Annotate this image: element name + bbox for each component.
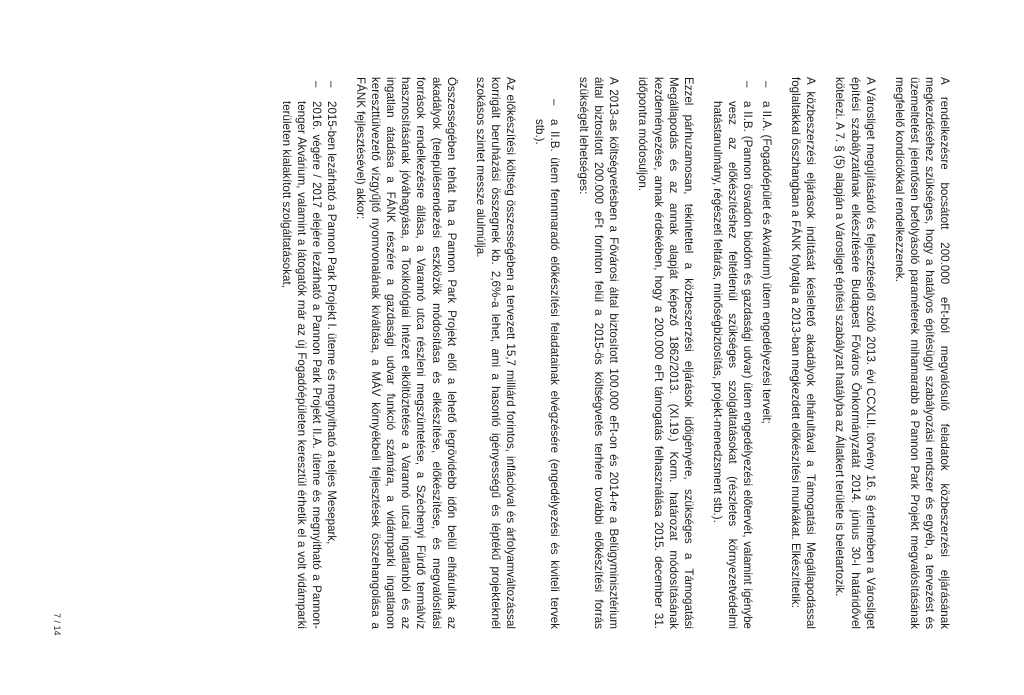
- list-remaining-tasks: [532, 77, 562, 629]
- list-item: – 2015-ben lezárható a Pannon Park Projekt I. üteme és megnyitható a teljes Mesepark,: [324, 77, 339, 629]
- list-construction-plans: [710, 77, 774, 629]
- paragraph-6: Az előkészítési költség összességében a tervezett 15,7 milliárd forintos, inflációval és árfolyamváltozással korrigált beruházási összegnek kb. 2,6%-a lehet, ami a hasonló igényességű és léptékű projekteknél szokásos szintet messze alulmúlja.: [473, 77, 517, 629]
- list-outcomes: [279, 77, 339, 629]
- paragraph-7: Összességében tehát ha a Pannon Park Projekt elől a lehető legrövidebb időn belül elhárulnak az akadályok (településrendezési eszközök módosítása és elkészítése, előkészítése, és megvalósítási források rendelkezésre állása, a Varannó utca részleni megszüntetése, a Széchenyi Fürdő termálvíz hasznosításának jóváhagyása, a Toxikológiai Intézet elköltöztetése a Varannó utcai ingatlanból és az ingatlan átadása a FÁNK részére a gazdasági udvar funkció számára, a vidámparki ingatlanon kereszttülvezető vízgyűjtő nyomvonalának kiváltása, a MÁV környékbeli fejlesztések összehangolása a FÁNK fejlesztésével) akkor:: [354, 77, 458, 629]
- list-item: – a II.B. ütem fennmaradó előkészítési feladatainak elvégzésére (engedélyezési és kiviteli tervek stb.).: [532, 77, 562, 629]
- list-item: – a II.B. (Pannon ösvadon biodóm és gazdasági udvar) ütem engedélyezési előtervét, valamint igénybe vesz az előkészítéshez feltétlenül szükséges szolgáltatásokat (részletes környezetvédelmi hatástanulmány, régészeti feltárás, minőségbiztosítás, projekt-menedzsment stb.).: [710, 77, 755, 629]
- list-item: – a II.A. (Fogadóépület és Akvárium) ütem engedélyezési terveit;: [759, 77, 774, 629]
- page-number: 7 / 14: [52, 613, 62, 636]
- paragraph-1: A rendelkezésre bocsátott 200.000 eFt-ból megvalósuló feladatok közbeszerzési eljárásának megkezdéséhez szükséges, hogy a hatályos építésügyi szabályozási rendszer és egyéb, a tervezést és üzemeltetést jelentősen befolyásoló paraméterek mihamarabb a Pannon Park Projekt megvalósításának megfelelő kondíciókkal rendelkezzenek.: [892, 77, 951, 629]
- paragraph-2: A Városliget megújításáról és fejlesztéséről szóló 2013. évi CCXLII. törvény 16. § értelmében a Városliget építési szabályzatának elkészítésére Budapest Főváros Önkormányzatát 2014. június 30-i határidővel kötelezi. A 7. § (5) alapján a Városliget építési szabályzat hatályba az Állatkert területe is beletartozik.: [833, 77, 877, 629]
- paragraph-5: A 2013-as költségvetésben a Fővárosi által biztosított 100.000 eFt-on és 2014-re a Belügyminisztérium által biztosított 200.000 eFt forinton felül a 2015-ös költségvetés terhére további előkészítési forrás szükségelt lehetséges:: [577, 77, 621, 629]
- paragraph-4: Ezzel párhuzamosan, tekintettel a közbeszerzési eljárások időigényére, szükséges a Támogatási Megállapodás és az annak alapját képező 1862/2013. (XI.19.) Korm. határozat módosításának kezdeményezése, annak érdekében, hogy a 200.000 eFt támogatás felhasználása 2015. december 31. időpontra módosuljon.: [636, 77, 695, 629]
- paragraph-3: A közbeszerzési eljárások indítását késleltető akadályok elhárultával a Támogatási Megállapodással foglaltakkal összhangban a FÁNK folytatja a 2013-ban megkezdett előkészítési munkákat. Elkészíttetik:: [789, 77, 818, 629]
- list-item: – 2016. végére / 2017 elejére lezárható a Pannon Park Projekt II.A. üteme és megnyitható a Pannon-tenger Akvárium, valamint a látogatók már az új Fogadóépületen keresztül érhetik el a volt vidámparki területen kialakított szolgáltatásokat,: [279, 77, 324, 629]
- document-page: [10, 13, 1014, 681]
